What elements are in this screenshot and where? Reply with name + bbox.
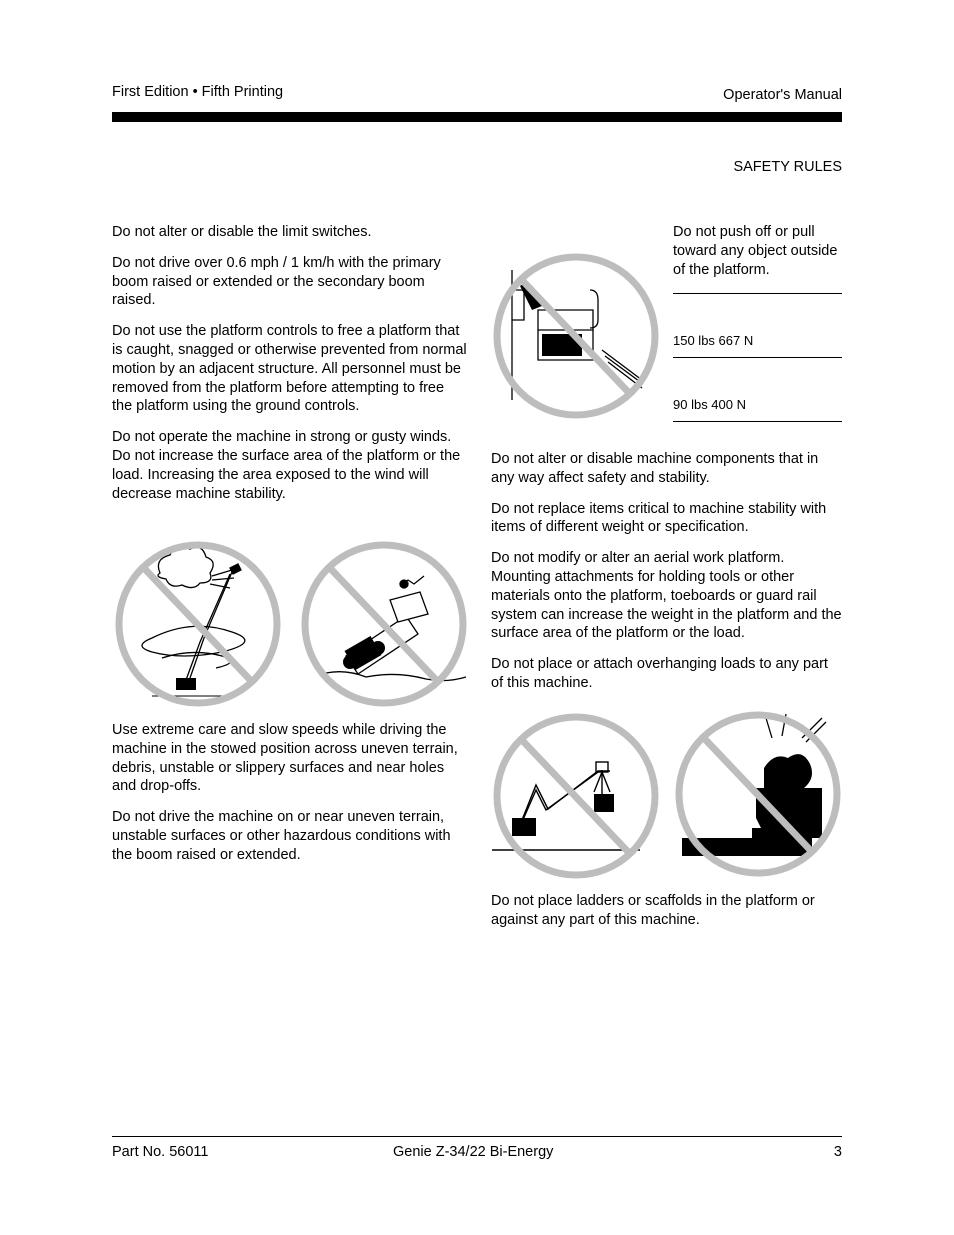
paragraph: Do not alter or disable machine components that in any way affect safety and stability. — [491, 451, 819, 486]
right-column-bottom — [491, 892, 843, 942]
divider — [673, 293, 842, 294]
modified-platform-illustration — [672, 708, 847, 880]
page-number: 3 — [833, 1144, 842, 1160]
paragraph: Do not drive the machine on or near uneven terrain, unstable surfaces or other hazardous conditions with the boom raised or extended. — [112, 809, 451, 863]
footer-rule — [112, 1136, 842, 1137]
paragraph: Do not place ladders or scaffolds in the platform or against any part of this machine. — [491, 893, 815, 928]
force-rating-1: 150 lbs 667 N — [673, 333, 754, 348]
right-column-top — [491, 450, 843, 705]
paragraph: Use extreme care and slow speeds while driving the machine in the stowed position across uneven terrain, debris, unstable or slippery surfaces and near holes and drop-offs. — [112, 722, 458, 795]
paragraph: Do not replace items critical to machine stability with items of different weight or specification. — [491, 500, 827, 536]
wind-hazard-illustration — [112, 538, 287, 710]
edition-label: First Edition • Fifth Printing — [112, 84, 284, 100]
lift-base — [176, 678, 196, 690]
divider — [673, 357, 842, 358]
paragraph: Do not alter or disable the limit switches. — [112, 224, 372, 240]
push-pull-hazard-illustration — [490, 250, 665, 422]
overhanging-load-illustration — [490, 710, 665, 882]
left-column-top — [112, 223, 467, 515]
prohibition-slash — [520, 738, 632, 856]
paragraph: Do not use the platform controls to free a platform that is caught, snagged or otherwise prevented from normal motion by an adjacent structure. All personnel must be removed from the platform before attempting to free the platform using the ground controls. — [112, 323, 467, 415]
paragraph: Do not place or attach overhanging loads to any part of this machine. — [491, 656, 828, 691]
prohibition-slash — [142, 566, 254, 684]
part-number: Part No. 56011 — [112, 1144, 209, 1160]
divider — [673, 421, 842, 422]
model-name: Genie Z-34/22 Bi-Energy — [393, 1144, 554, 1160]
manual-title: Operator's Manual — [723, 87, 842, 103]
section-title: SAFETY RULES — [733, 159, 842, 175]
header-rule — [112, 112, 842, 122]
paragraph: Do not drive over 0.6 mph / 1 km/h with the primary boom raised or extended or the secondary boom raised. — [112, 254, 441, 309]
paragraph: Do not operate the machine in strong or gusty winds. Do not increase the surface area of the platform or the load. Increasing the area exposed to the wind will decrease machine stability. — [112, 429, 461, 502]
force-rating-2: 90 lbs 400 N — [673, 397, 746, 412]
tipover-hazard-illustration — [298, 538, 473, 710]
prohibition-slash — [520, 278, 632, 396]
paragraph: Do not modify or alter an aerial work platform. Mounting attachments for holding tools or other materials onto the platform, toeboards or guard rail system can increase the weight in the platform and the surface area of the platform or the load. — [491, 550, 842, 642]
push-pull-caption: Do not push off or pull toward any object outside of the platform. — [673, 224, 838, 278]
left-column-bottom — [112, 721, 467, 877]
